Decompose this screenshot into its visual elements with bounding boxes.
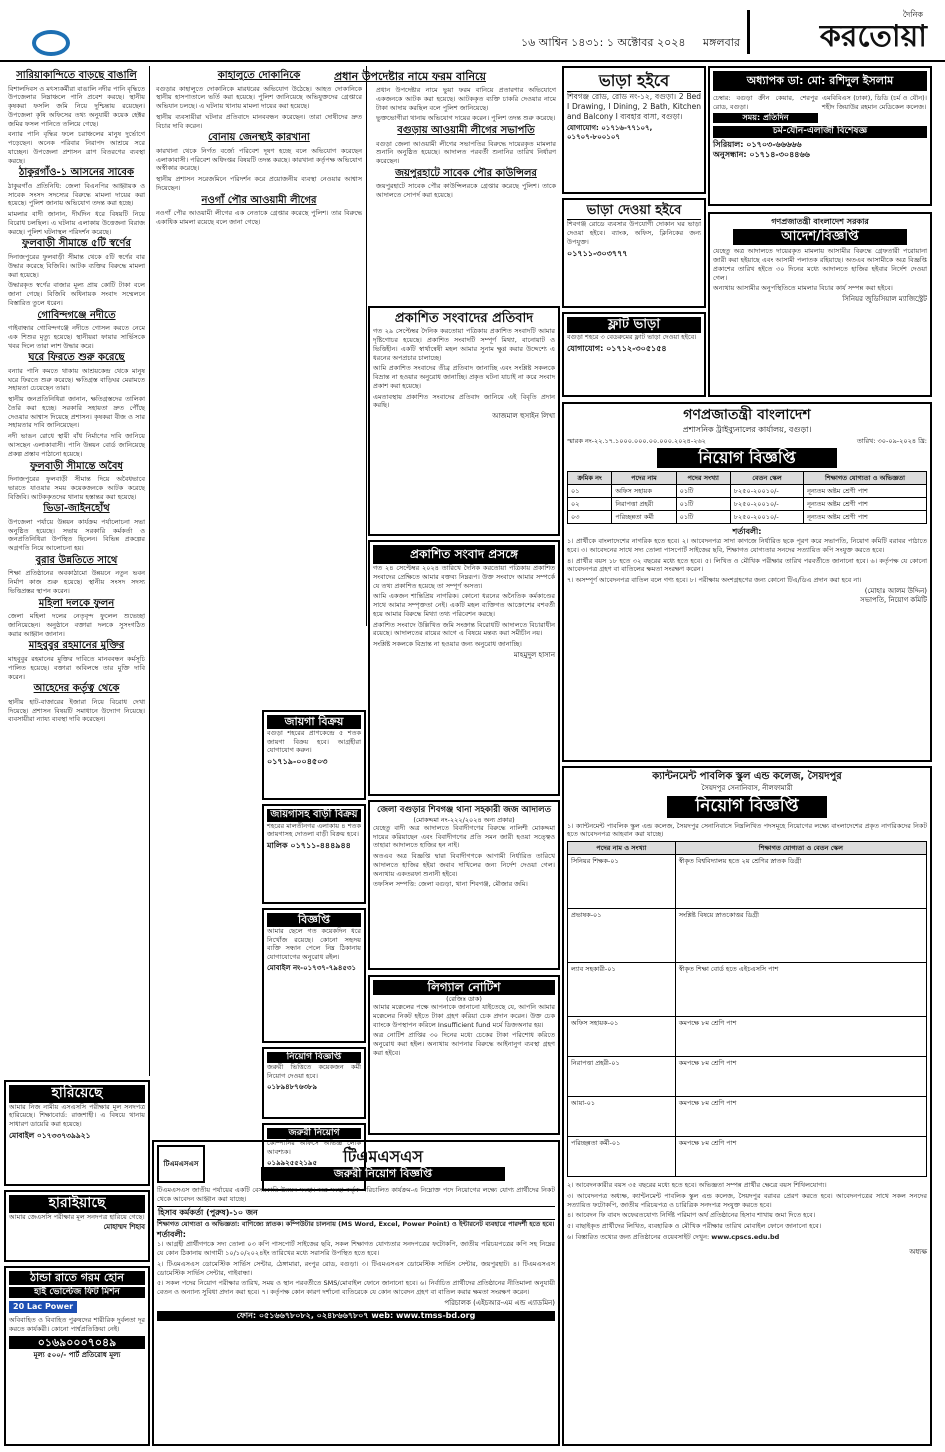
- ad-title: নিয়োগ বিজ্ঞপ্তি: [267, 1052, 361, 1063]
- recruitment-notice: গণপ্রজাতন্ত্রী বাংলাদেশ প্রশাসনিক ট্রাইব্যুনালের কার্যালয়, বগুড়া। স্মারক নং-২২.১৭.১০০০.০০০.০০.০০০.২০২৪-২৬২ তারিখ: ৩০-০৯-২০২৪ খ্রি: নিয়োগ বিজ্ঞপ্তি ক্রমিক নং পদের নাম পদের সংখ্যা বেতন স্কেল শিক্ষাগত যোগ্যতা ও অভিজ্ঞতা ০১ অফিস সহায়ক ০১টি ৮২৫০-২০০১০/- নূন্যতম অষ্টম শ্রেণী পাশ ০২ নিরাপত্তা প্রহরী ০১টি ৮২৫০-২০০১০/- নূন্যতম অষ্টম শ্রেণী পাশ ০৩ পরিচ্ছন্নতা কর্মী ০১টি ৮২৫০-২০০১০/- নূন্যতম অষ্টম শ্রেণী পাশ শর্তাবলী: ১। প্রার্থীকে বাংলাদেশের নাগরিক হতে হবে। ২। আবেদনপত্র সাদা কাগজে নির্ধারিত ছকে পূরণ করে সভাপতি, নিয়োগ কমিটি বরাবর পাঠাতে হবে। ৩। আবেদনের সাথে সদ্য তোলা পাসপোর্ট সাইজের ছবি, শিক্ষাগত যোগ্যতার সনদের সত্যায়িত কপি সংযুক্ত করতে হবে। ৪। প্রার্থীর বয়স ১৮ হতে ৩২ বছরের মধ্যে হতে হবে। ৫। লিখিত ও মৌখিক পরীক্ষার তারিখ পরবর্তীতে জানানো হবে। ৬। কর্তৃপক্ষ যে কোনো আবেদনপত্র গ্রহণ বা বাতিলের ক্ষমতা সংরক্ষণ করেন। ৭। অসম্পূর্ণ আবেদনপত্র বাতিল বলে গণ্য হবে। ৮। পরীক্ষায় অংশগ্রহণের জন্য কোনো টিএ/ডিএ প্রদান করা হবে না। (মোহাঃ আলম উদ্দিন) সভাপতি, নিয়োগ কমিটি: [562, 402, 932, 762]
- office-line: প্রশাসনিক ট্রাইব্যুনালের কার্যালয়, বগুড়া।: [682, 424, 812, 434]
- table-row: নিরাপত্তা প্রহরী-০১ কমপক্ষে ৮ম শ্রেণি পাশ: [568, 1057, 927, 1097]
- weekday: মঙ্গলবার: [703, 36, 740, 49]
- notice-sub: (রেজিঃ ডাক): [446, 995, 482, 1003]
- date-line: ১৬ আশ্বিন ১৪৩১: ১ অক্টোবর ২০২৪: [520, 36, 686, 49]
- school-name: ক্যান্টনমেন্ট পাবলিক স্কুল এন্ড কলেজ, সৈয়দপুর: [652, 771, 842, 782]
- ad-title: ভাড়া হইবে: [567, 71, 701, 92]
- headline: মাহবুবুর রহমানের মুক্তির: [28, 640, 125, 652]
- notice-title: প্রকাশিত সংবাদ প্রসঙ্গে: [373, 545, 555, 564]
- tmss-logo-icon: টিএমএসএস: [157, 1145, 205, 1183]
- notice-signer: (মোহাঃ আলম উদ্দিন): [864, 586, 927, 595]
- article-text: ঠাকুরগাঁও প্রতিনিধি: জেলা বিএনপির আহ্বায়ক ও সাবেক সংসদ সদস্যের বিরুদ্ধে মামলা দায়ের করা হয়েছে। পুলিশ জানায় অভিযোগ তদন্ত করা হচ্ছে।: [8, 181, 145, 208]
- table-row: ০৩ পরিচ্ছন্নতা কর্মী ০১টি ৮২৫০-২০০১০/- নূন্যতম অষ্টম শ্রেণী পাশ: [568, 511, 927, 524]
- notice-signer: মাহমুদুল হাসান: [513, 650, 555, 659]
- headline: বগুড়ায় আওয়ামী লীগের সভাপতি: [397, 125, 535, 137]
- ad-phone: ০১৭১১-৩০৩৭৭৭: [567, 248, 628, 258]
- school-website[interactable]: www.cpscs.edu.bd: [711, 1232, 780, 1241]
- education: শিক্ষাগত যোগ্যতা ও অভিজ্ঞতা: বাণিজ্যে স্নাতক। কম্পিউটার চালনায় (MS Word, Excel, Power Point) ও ইন্টারনেট ব্যবহারে পারদর্শী হতে হবে।: [157, 1219, 555, 1228]
- small-ad: নিয়োগ বিজ্ঞপ্তি জরুরী ভিত্তিতে কয়েকজন কর্মী নিয়োগ দেওয়া হবে। ০১৮৯৪৮৭৬৩৮৯: [262, 1047, 366, 1119]
- ad-brand: হাই ভোল্টেজ ফিট মিশন: [9, 1287, 145, 1298]
- table-header: পদের সংখ্যা: [676, 471, 730, 484]
- headline: ঠাকুরগাঁও-১ আসনের সাবেক: [18, 167, 134, 179]
- notice-title: আদেশ/বিজ্ঞপ্তি: [733, 229, 907, 245]
- lead-story-body: প্রধান উপদেষ্টার নামে ভুয়া ফরম বানিয়ে প্রতারণার অভিযোগে একজনকে আটক করা হয়েছে। আটককৃত ব্যক্তি চাকরি দেওয়ার নামে টাকা আদায় করছিল বলে পুলিশ জানিয়েছে। ভুক্তভোগীরা থানায় অভিযোগ দায়ের করেন। পুলিশ তদন্ত শুরু করেছে। বগুড়ায় আওয়ামী লীগের সভাপতি বগুড়া জেলা আওয়ামী লীগের সভাপতির বিরুদ্ধে দায়েরকৃত মামলার শুনানি অনুষ্ঠিত হয়েছে। আদালত পরবর্তী শুনানির তারিখ নির্ধারণ করেছেন। জয়পুরহাটে সাবেক পৌর কাউন্সিলর জয়পুরহাটে সাবেক পৌর কাউন্সিলরকে গ্রেপ্তার করেছে পুলিশ। তাকে আদালতে সোপর্দ করা হয়েছে।: [376, 86, 556, 200]
- ad-phone: মালিক ০১৭১১-৪৪৪৯৪৪: [267, 841, 351, 851]
- doctor-phone: সিরিয়াল: ০১৭০৩-৬৬৬৬৬: [713, 139, 802, 149]
- court-notice: জেলা বগুড়ার শিবগঞ্জ থানা সহকারী জজ আদালত (মোকদ্দমা নং-২২২/২০২৪ অন্য প্রকার) যেহেতু বাদী অত্র আদালতে বিবাদীগণের বিরুদ্ধে নালিশী মোকদ্দমা দায়ের করিয়াছেন এবং বিবাদীগণের প্রতি সমন জারী হওয়া সত্ত্বেও তাহারা আদালতে হাজির হন নাই। অতএব অত্র বিজ্ঞপ্তি দ্বারা বিবাদীগণকে আগামী নির্ধারিত তারিখে আদালতে হাজির হইয়া জবাব দাখিলের জন্য নির্দেশ দেওয়া গেল। অন্যথায় একতরফা শুনানী হইবে। তফসিল সম্পত্তি: জেলা বগুড়া, থানা শিবগঞ্জ, মৌজার জমি।: [368, 800, 560, 970]
- paper-name: করতোয়া: [819, 19, 927, 54]
- signer-role: সভাপতি, নিয়োগ কমিটি: [860, 595, 927, 604]
- middle-news-column: কাহালুতে দোকানিকে বগুড়ার কাহালুতে দোকানিকে মারধরের অভিযোগ উঠেছে। আহত দোকানিকে স্থানীয় হাসপাতালে ভর্তি করা হয়েছে। পুলিশ জানিয়েছে অভিযুক্তদের গ্রেপ্তারে অভিযান চলছে। এ ঘটনায় থানায় মামলা দায়ের করা হয়েছে। স্থানীয় ব্যবসায়ীরা ঘটনার প্রতিবাদে মানববন্ধন করেছেন। তারা দোষীদের দ্রুত বিচার দাবি করেন। বোনায় জেনস্থ্যই কারখানা কারখানা থেকে নির্গত বর্জ্যে পরিবেশ দূষণ হচ্ছে বলে অভিযোগ করেছেন এলাকাবাসী। পরিবেশ অধিদপ্তর বিষয়টি তদন্ত করছে। কারখানা কর্তৃপক্ষ অভিযোগ অস্বীকার করেছে। স্থানীয় প্রশাসন সরেজমিনে পরিদর্শন করে প্রয়োজনীয় ব্যবস্থা নেওয়ার আশ্বাস দিয়েছেন। নওগাঁ পৌর আওয়ামী লীগের নওগাঁ পৌর আওয়ামী লীগের এক নেতাকে গ্রেপ্তার করেছে পুলিশ। তার বিরুদ্ধে একাধিক মামলা রয়েছে বলে জানা গেছে।: [152, 66, 367, 626]
- ad-title: ফ্লাট ভাড়া: [567, 317, 701, 333]
- notice-signer: অধ্যক্ষ: [909, 1247, 927, 1256]
- ad-title: ঠান্ডা রাতে গরম হোন: [9, 1271, 145, 1285]
- protest-notice: প্রকাশিত সংবাদের প্রতিবাদ গত ২৯ সেপ্টেম্বর দৈনিক করতোয়া পত্রিকায় প্রকাশিত সংবাদটি আমার দৃষ্টিগোচর হয়েছে। প্রকাশিত সংবাদটি সম্পূর্ণ মিথ্যা, বানোয়াট ও ভিত্তিহীন। একটি স্বার্থান্বেষী মহল আমার সুনাম ক্ষুণ্ণ করার উদ্দেশ্যে এ ধরনের অপপ্রচার চালাচ্ছে। আমি প্রকাশিত সংবাদের তীব্র প্রতিবাদ জানাচ্ছি এবং সংশ্লিষ্ট সকলকে বিভ্রান্ত না হওয়ার অনুরোধ জানাচ্ছি। প্রকৃত ঘটনা যাচাই না করে সংবাদ প্রকাশ করা হয়েছে। এমতাবস্থায় প্রকাশিত সংবাদের প্রতিবাদ জানিয়ে এই বিবৃতি প্রদান করছি। আজমাল হুসাইন লিখা: [368, 306, 560, 536]
- lost-ad: হারাইয়াছে আমার জেএসসি পরীক্ষার মূল সনদপত্র হারিয়ে গেছে। মোহাম্মদ শিহাব: [4, 1190, 150, 1262]
- ad-text: শিবগঞ্জ রোড, রোড নং-১২, বগুড়া। 2 Bed I Drawing, I Dining, 2 Bath, Kitchen and Balcony I ব্যবহার বাসা, বগুড়া।: [567, 92, 701, 122]
- school-address: সৈয়দপুর সেনানিবাস, নীলফামারী: [701, 783, 793, 792]
- ad-phone: যোগাযোগ: ০১৭১৬-৭৭১০৭, ০১৭০৭-৮০০১০৭: [567, 124, 653, 142]
- flat-rent-ad: ফ্লাট ভাড়া বগুড়া শহরে ৩ বেডরুমের ফ্লাট ভাড়া দেওয়া হইবে। যোগাযোগ: ০১৭১২-৩০৫১৫৪: [562, 312, 706, 397]
- table-header: ক্রমিক নং: [568, 471, 612, 484]
- notice-signer: পরিচালক (এইচআর-এম এন্ড এ্যাডমিন): [444, 1298, 555, 1307]
- table-row: অফিস সহায়ক-০১ কমপক্ষে ৮ম শ্রেণি পাশ: [568, 1017, 927, 1057]
- headline: ঘরে ফিরতে শুরু করেছে: [28, 352, 125, 364]
- ad-phone: ০১৯৯২৫৫২১৯৫: [267, 1158, 317, 1167]
- table-header: শিক্ষাগত যোগ্যতা ও বেতন স্কেল: [675, 842, 926, 855]
- conditions-title: শর্তাবলী:: [157, 1230, 186, 1240]
- health-product-ad: ঠান্ডা রাতে গরম হোন হাই ভোল্টেজ ফিট মিশন 20 Lac Power অবিবাহিত ও বিবাহিত পুরুষদের শারীরিক দুর্বলতা দূর করতে কার্যকরী। কোনো পার্শ্বপ্রতিক্রিয়া নেই। ০১৬৯০০০৭০৪৯ মূল্য ৫০০/- পার্ট প্রতিরোধ মূল্য: [4, 1266, 150, 1446]
- position: হিসাব কর্মকর্তা (পুরুষ)-১০ জন: [157, 1206, 555, 1220]
- vacancy-table: [567, 841, 927, 1177]
- headline: ভিডা-জাইনহোঁথ: [43, 503, 110, 515]
- small-ads-column: [262, 710, 366, 1167]
- ad-phone: মোবাইল ০১৭৩৩৭৩৯৯২১: [9, 1130, 91, 1140]
- headline: মহিলা দলকে ফুলন: [38, 597, 115, 609]
- cantonment-recruitment: ক্যান্টনমেন্ট পাবলিক স্কুল এন্ড কলেজ, সৈয়দপুর সৈয়দপুর সেনানিবাস, নীলফামারী নিয়োগ বিজ্ঞপ্তি ১। ক্যান্টনমেন্ট পাবলিক স্কুল এন্ড কলেজ, সৈয়দপুর সেনানিবাসে নিম্নলিখিত পদসমূহে নিয়োগের লক্ষ্যে বাংলাদেশের প্রকৃত নাগরিকদের নিকট হতে আবেদনপত্র আহবান করা যাচ্ছে। পদের নাম ও সংখ্যা শিক্ষাগত যোগ্যতা ও বেতন স্কেল সিনিয়র শিক্ষক-০১ স্বীকৃত বিশ্ববিদ্যালয় হতে ২য় শ্রেণির স্নাতক ডিগ্রী প্রভাষক-০১ সংশ্লিষ্ট বিষয়ে স্নাতকোত্তর ডিগ্রী ল্যাব সহকারী-০১ স্বীকৃত শিক্ষা বোর্ড হতে এইচএসসি পাশ অফিস সহায়ক-০১ কমপক্ষে ৮ম শ্রেণি পাশ নিরাপত্তা প্রহরী-০১ কমপক্ষে ৮ম শ্রেণি পাশ আয়া-০১ কমপক্ষে ৮ম শ্রেণি পাশ পরিচ্ছন্নতা কর্মী-০১ কমপক্ষে ৮ম শ্রেণি পাশ ২। আবেদনকারীর বয়স ৩৫ বছরের মধ্যে হতে হবে। অভিজ্ঞতা সম্পন্ন প্রার্থীর ক্ষেত্রে বয়স শিথিলযোগ্য। ৩। আবেদনপত্র অধ্যক্ষ, ক্যান্টনমেন্ট পাবলিক স্কুল এন্ড কলেজ, সৈয়দপুর বরাবর প্রেরণ করতে হবে। আবেদনপত্রের সাথে সকল সনদের সত্যায়িত ফটোকপি, জাতীয় পরিচয়পত্র ও চারিত্রিক সনদপত্র সংযুক্ত করতে হবে। ৪। আবেদন ফি বাবদ অফেরতযোগ্য নির্দিষ্ট পরিমাণ অর্থ প্রতিষ্ঠানের হিসাব শাখায় জমা দিতে হবে। ৫। বাছাইকৃত প্রার্থীদের লিখিত, ব্যবহারিক ও মৌখিক পরীক্ষার তারিখ মোবাইল ফোনে জানানো হবে। ৬। বিস্তারিত তথ্যের জন্য প্রতিষ্ঠানের ওয়েবসাইট দেখুন: www.cpscs.edu.bd অধ্যক্ষ: [562, 766, 932, 1446]
- headline: আহেদের কর্তৃত্ব থেকে: [33, 683, 120, 695]
- news-context-notice: প্রকাশিত সংবাদ প্রসঙ্গে গত ২৪ সেপ্টেম্বর ২০২৪ তারিখে দৈনিক করতোয়া পত্রিকায় প্রকাশিত সংবাদের প্রেক্ষিতে আমার বক্তব্য নিম্নরূপ। উক্ত সংবাদে আমার সম্পর্কে যে তথ্য প্রকাশিত হয়েছে তা সম্পূর্ণ অসত্য। আমি একজন শান্তিপ্রিয় নাগরিক। কোনো ধরনের অনৈতিক কর্মকাণ্ডের সাথে আমার সম্পৃক্ততা নেই। একটি মহল ব্যক্তিগত আক্রোশের বশবর্তী হয়ে আমার বিরুদ্ধে মিথ্যা তথ্য পরিবেশন করছে। প্রকাশিত সংবাদে উল্লিখিত জমি সংক্রান্ত বিরোধটি আদালতে বিচারাধীন রয়েছে। আদালতের রায়ের আগে এ বিষয়ে মন্তব্য করা সমীচীন নয়। সংশ্লিষ্ট সকলকে বিভ্রান্ত না হওয়ার জন্য অনুরোধ জানাচ্ছি। মাহমুদুল হাসান: [368, 540, 560, 796]
- article-text: বন্যার পানি কমতে থাকায় আশ্রয়কেন্দ্র থেকে মানুষ ঘরে ফিরতে শুরু করেছে। ক্ষতিগ্রস্ত বাড়িঘর মেরামতে সহায়তা চেয়েছেন তারা।: [8, 366, 145, 393]
- table-header: শিক্ষাগত যোগ্যতা ও অভিজ্ঞতা: [804, 471, 927, 484]
- notice-title: নিয়োগ বিজ্ঞপ্তি: [667, 796, 827, 817]
- table-row: আয়া-০১ কমপক্ষে ৮ম শ্রেণি পাশ: [568, 1097, 927, 1137]
- headline: নওগাঁ পৌর আওয়ামী লীগের: [201, 194, 317, 206]
- gov-line: গণপ্রজাতন্ত্রী বাংলাদেশ সরকার: [771, 217, 869, 226]
- ad-phone: মোবাইল নং-০১৭৩৭-৭৯৪৫৩১: [267, 963, 356, 972]
- lost-ad: হারিয়েছে আমার নিজ নামীয় এসএসসি পরীক্ষার মূল সনদপত্র হারিয়েছে। শিক্ষাবোর্ড: রাজশাহী। এ বিষয়ে থানায় সাধারণ ডায়েরি করা হয়েছে। মোবাইল ০১৭৩৩৭৩৯৯২১: [4, 1080, 150, 1186]
- headline: প্রধান উপদেষ্টার নামে ফরম বানিয়ে: [334, 70, 486, 83]
- headline: ফুলবাড়ী সীমান্তে ৫টি স্বর্ণের: [22, 238, 131, 250]
- headline: কাহালুতে দোকানিকে: [217, 70, 301, 81]
- ad-phone: যোগাযোগ: ০১৭১২-৩০৫১৫৪: [567, 344, 667, 354]
- article-text: বিশালদিবস ও মৎস্যকর্মীরা বাঙালি নদীর পানি বৃদ্ধিতে উপজেলার নিম্নাঞ্চলে পানি প্রবেশ করছে। স্থানীয় কৃষকরা ফসলি জমি নিয়ে দুশ্চিন্তায় রয়েছেন। উপজেলা কৃষি অফিসের তথ্য অনুযায়ী কয়েক হেক্টর জমির ফসল পানিতে তলিয়ে গেছে।: [8, 84, 145, 128]
- headline: বুরার উন্নতিতে সাথে: [35, 554, 118, 566]
- article-text: দিনাজপুরের ফুলবাড়ী সীমান্ত থেকে ৫টি স্বর্ণের বার উদ্ধার করেছে বিজিবি। আটক ব্যক্তির বিরুদ্ধে মামলা করা হয়েছে।: [8, 252, 145, 279]
- notice-title: নিয়োগ বিজ্ঞপ্তি: [657, 448, 837, 468]
- ad-title: জায়গাসহ বাড়ী বিক্রয়: [267, 809, 361, 822]
- small-ad: জায়গাসহ বাড়ী বিক্রয় শহরের মালতীনগর এলাকায় ৪ শতক জায়গাসহ দোতলা বাড়ী বিক্রয় হবে। মালিক ০১৭১১-৪৪৪৯৪৪: [262, 804, 366, 904]
- headline: সারিয়াকান্দিতে বাড়ছে বাঙালি: [16, 70, 137, 81]
- legal-notice: লিগ্যাল নোটিশ (রেজিঃ ডাক) আমার মক্কেলের পক্ষে আপনাকে জানানো যাইতেছে যে, আপনি আমার মক্কেলের নিকট হইতে টাকা গ্রহণ করিয়া চেক প্রদান করেন। উক্ত চেক ব্যাংকে উপস্থাপন করিলে Insufficient fund মর্মে ডিজঅনার হয়। অত্র নোটিশ প্রাপ্তির ৩০ দিনের মধ্যে চেকের টাকা পরিশোধ করিতে অনুরোধ করা হইল। অন্যথায় আপনার বিরুদ্ধে আইনানুগ ব্যবস্থা গ্রহণ করা হইবে।: [368, 975, 560, 1135]
- doctor-specialty: চর্ম-যৌন-এলার্জী বিশেষজ্ঞ: [713, 126, 927, 137]
- doctor-phone: অনুসন্ধান: ০১৭১৪-৩০৪৪৬৬: [713, 149, 810, 159]
- small-ad: বিজ্ঞপ্তি আমার ছেলে গত কয়েকদিন ধরে নিখোঁজ রয়েছে। কোনো সহৃদয় ব্যক্তি সন্ধান পেলে নিম্ন ঠিকানায় যোগাযোগের অনুরোধ রইল। মোবাইল নং-০১৭৩৭-৭৯৪৫৩১: [262, 908, 366, 1043]
- table-row: সিনিয়র শিক্ষক-০১ স্বীকৃত বিশ্ববিদ্যালয় হতে ২য় শ্রেণির স্নাতক ডিগ্রী: [568, 855, 927, 909]
- vacancy-table: [567, 471, 927, 525]
- table-row: পরিচ্ছন্নতা কর্মী-০১ কমপক্ষে ৮ম শ্রেণি পাশ: [568, 1137, 927, 1177]
- small-ad: জরুরী নিয়োগ কোম্পানির অফিসে অভিজ্ঞ লোক আবশ্যক। ০১৯৯২৫৫২১৯৫: [262, 1123, 366, 1191]
- doctor-ad: অধ্যাপক ডা: মো: রশিদুল ইসলাম চেম্বার: বগুড়া ক্রীন কেয়ার, শেরপুর রোড, বগুড়া। সময়: প্রতিদিন এমবিবিএস (ঢাকা), ডিডি (চর্ম ও যৌন)। শহীদ জিয়াউর রহমান মেডিকেল কলেজ। চর্ম-যৌন-এলার্জী বিশেষজ্ঞ সিরিয়াল: ০১৭০৩-৬৬৬৬৬ অনুসন্ধান: ০১৭১৪-৩০৪৪৬৬: [708, 66, 932, 206]
- headline: ফুলবাড়ী সীমান্তে অবৈধ: [29, 460, 124, 472]
- ad-phone: ০১৬৯০০০৭০৪৯: [9, 1336, 145, 1350]
- logo-icon: [32, 30, 70, 56]
- ad-title: জায়গা বিক্রয়: [267, 715, 361, 729]
- notice-signer: আজমাল হুসাইন লিখা: [492, 412, 555, 421]
- tmss-recruitment: টিএমএসএস টিএমএসএস জরুরী নিয়োগ বিজ্ঞপ্তি টিএমএসএস জাতীয় পর্যায়ের একটি বেসরকারি উন্নয়ন সংস্থা। অত্র সংস্থা কর্তৃক পরিচালিত কার্যক্রম-এ নিম্নোক্ত পদে নিয়োগের লক্ষ্যে যোগ্য প্রার্থীদের নিকট থেকে আবেদন আহ্বান করা যাচ্ছে। হিসাব কর্মকর্তা (পুরুষ)-১০ জন শিক্ষাগত যোগ্যতা ও অভিজ্ঞতা: বাণিজ্যে স্নাতক। কম্পিউটার চালনায় (MS Word, Excel, Power Point) ও ইন্টারনেট ব্যবহারে পারদর্শী হতে হবে। শর্তাবলী: ১। আগ্রহী প্রার্থীগণকে সদ্য তোলা ০৩ কপি পাসপোর্ট সাইজের ছবি, সকল শিক্ষাগত যোগ্যতার সনদপত্রের ফটোকপি, জাতীয় পরিচয়পত্রের কপি সহ নিম্নের যে কোন ঠিকানায় আগামী ১০/১০/২০২৪ইং তারিখের মধ্যে সরাসরি উপস্থিত হতে হবে। ২। টিএমএসএস ডোমেস্টিক সার্ভিস সেন্টার, ঠেঙ্গামারা, রংপুর রোড, বগুড়া। ৩। টিএমএসএস ডোমেস্টিক সার্ভিস সেন্টার, জয়পুরহাট। ৪। টিএমএসএস ডোমেস্টিক সার্ভিস সেন্টার, গাইবান্ধা। ৫। সকল পদের নিয়োগ পরীক্ষার তারিখ, সময় ও স্থান পরবর্তীতে SMS/মোবাইল ফোনে জানানো হবে। ৬। নির্বাচিত প্রার্থীদের প্রতিষ্ঠানের নীতিমালা অনুযায়ী বেতন ও অন্যান্য সুবিধা প্রদান করা হবে। ৭। কর্তৃপক্ষ কোন কারণ দর্শানো ব্যতিরেকে যে কোন আবেদন গ্রহণ বা বাতিল করার ক্ষমতা সংরক্ষণ করেন। পরিচালক (এইচআর-এম এন্ড এ্যাডমিন) ফোন: ০৫১৬৬৭৮০৮২, ০২৪৮৬৬৭৮০৭ web: www.tmss-bd.org: [152, 1140, 560, 1446]
- ad-phone: মোহাম্মদ শিহাব: [103, 1223, 145, 1232]
- masthead: [0, 0, 945, 62]
- left-news-column: সারিয়াকান্দিতে বাড়ছে বাঙালি বিশালদিবস ও মৎস্যকর্মীরা বাঙালি নদীর পানি বৃদ্ধিতে উপজেলার নিম্নাঞ্চলে পানি প্রবেশ করছে। স্থানীয় কৃষকরা ফসলি জমি নিয়ে দুশ্চিন্তায় রয়েছেন। উপজেলা কৃষি অফিসের তথ্য অনুযায়ী কয়েক হেক্টর জমির ফসল পানিতে তলিয়ে গেছে। বন্যার পানি বৃদ্ধির ফলে চরাঞ্চলের মানুষ দুর্ভোগে পড়েছেন। অনেক পরিবার নিরাপদ আশ্রয়ে সরে যাচ্ছেন। উপজেলা প্রশাসন ত্রাণ বিতরণের ব্যবস্থা করছে। ঠাকুরগাঁও-১ আসনের সাবেক ঠাকুরগাঁও প্রতিনিধি: জেলা বিএনপির আহ্বায়ক ও সাবেক সংসদ সদস্যের বিরুদ্ধে মামলা দায়ের করা হয়েছে। পুলিশ জানায় অভিযোগ তদন্ত করা হচ্ছে। মামলার বাদী জানান, দীর্ঘদিন ধরে বিষয়টি নিয়ে বিরোধ চলছিল। এ ঘটনায় এলাকায় উত্তেজনা বিরাজ করছে। পুলিশ ঘটনাস্থল পরিদর্শন করেছে। ফুলবাড়ী সীমান্তে ৫টি স্বর্ণের দিনাজপুরের ফুলবাড়ী সীমান্ত থেকে ৫টি স্বর্ণের বার উদ্ধার করেছে বিজিবি। আটক ব্যক্তির বিরুদ্ধে মামলা করা হয়েছে। উদ্ধারকৃত স্বর্ণের বাজার মূল্য প্রায় কোটি টাকা বলে জানা গেছে। বিজিবি অধিনায়ক সংবাদ সম্মেলনে বিস্তারিত তুলে ধরেন। গোবিন্দগঞ্জে নদীতে গাইবান্ধার গোবিন্দগঞ্জে নদীতে গোসল করতে নেমে এক শিশুর মৃত্যু হয়েছে। স্থানীয়রা ফায়ার সার্ভিসকে খবর দিলে তারা লাশ উদ্ধার করে। ঘরে ফিরতে শুরু করেছে বন্যার পানি কমতে থাকায় আশ্রয়কেন্দ্র থেকে মানুষ ঘরে ফিরতে শুরু করেছে। ক্ষতিগ্রস্ত বাড়িঘর মেরামতে সহায়তা চেয়েছেন তারা। স্থানীয় জনপ্রতিনিধিরা জানান, ক্ষতিগ্রস্তদের তালিকা তৈরি করা হচ্ছে। সরকারি সহায়তা দ্রুত পৌঁছে দেওয়ার আশ্বাস দিয়েছে প্রশাসন। কৃষকরা বীজ ও সার সহায়তার দাবি জানিয়েছেন। নদী ভাঙন রোধে স্থায়ী বাঁধ নির্মাণের দাবি জানিয়ে আসছেন এলাকাবাসী। পানি উন্নয়ন বোর্ড জানিয়েছে প্রকল্প প্রস্তাব পাঠানো হয়েছে। ফুলবাড়ী সীমান্তে অবৈধ দিনাজপুরের ফুলবাড়ী সীমান্ত দিয়ে অবৈধভাবে ভারতে যাওয়ার সময় কয়েকজনকে আটক করেছে বিজিবি। আটককৃতদের থানায় হস্তান্তর করা হয়েছে। ভিডা-জাইনহোঁথ উপজেলা পর্যায়ে উন্নয়ন কার্যক্রম পর্যালোচনা সভা অনুষ্ঠিত হয়েছে। সভায় সরকারি কর্মকর্তা ও জনপ্রতিনিধিরা উপস্থিত ছিলেন। বিভিন্ন প্রকল্পের অগ্রগতি নিয়ে আলোচনা হয়। বুরার উন্নতিতে সাথে শিক্ষা প্রতিষ্ঠানের অবকাঠামো উন্নয়নে নতুন ভবন নির্মাণ কাজ শুরু হয়েছে। স্থানীয় সংসদ সদস্য ভিত্তিপ্রস্তর স্থাপন করেন। মহিলা দলকে ফুলন জেলা মহিলা দলের নেতৃবৃন্দ ফুলেল শুভেচ্ছা জানিয়েছেন। অনুষ্ঠানে বক্তারা দলকে সুসংগঠিত করার আহ্বান জানান। মাহবুবুর রহমানের মুক্তির মাহবুবুর রহমানের মুক্তির দাবিতে মানববন্ধন কর্মসূচি পালিত হয়েছে। বক্তারা অবিলম্বে তার মুক্তি দাবি করেন। আহেদের কর্তৃত্ব থেকে স্থানীয় হাট-বাজারের ইজারা নিয়ে বিরোধ দেখা দিয়েছে। প্রশাসন বিষয়টি সমাধানে উদ্যোগ নিয়েছে। ব্যবসায়ীরা ন্যায্য ব্যবস্থা দাবি করেছেন।: [4, 66, 150, 1076]
- govt-order-notice: গণপ্রজাতন্ত্রী বাংলাদেশ সরকার আদেশ/বিজ্ঞপ্তি যেহেতু অত্র আদালতে দায়েরকৃত মামলায় আসামীর বিরুদ্ধে গ্রেফতারী পরোয়ানা জারী করা হইয়াছে এবং আসামী পলাতক রহিয়াছে। অতএব আসামীকে অত্র বিজ্ঞপ্তি প্রকাশের তারিখ হইতে ৩০ দিনের মধ্যে আদালতে হাজির হইবার নির্দেশ দেওয়া গেল। অন্যথায় আসামীর অনুপস্থিতিতে মামলার বিচার কার্য সম্পন্ন করা হইবে। সিনিয়র জুডিসিয়াল ম্যাজিস্ট্রেট: [708, 212, 932, 397]
- ad-badge: 20 Lac Power: [9, 1301, 77, 1313]
- ad-title: ভাড়া দেওয়া হইবে: [567, 203, 701, 220]
- notice-date: তারিখ: ৩০-০৯-২০২৪ খ্রি:: [856, 436, 927, 445]
- shop-rent-ad: ভাড়া দেওয়া হইবে শিবগঞ্জ রোডে ব্যবসার উপযোগী দোকান ঘর ভাড়া দেওয়া হইবে। ব্যাংক, অফিস, ক্লিনিকের জন্য উপযুক্ত। ০১৭১১-৩০৩৭৭৭: [562, 198, 706, 308]
- table-row: প্রভাষক-০১ সংশ্লিষ্ট বিষয়ে স্নাতকোত্তর ডিগ্রী: [568, 909, 927, 963]
- conditions-title: শর্তাবলী:: [732, 527, 762, 537]
- gov-line: গণপ্রজাতন্ত্রী বাংলাদেশ: [683, 407, 811, 423]
- notice-title: প্রকাশিত সংবাদের প্রতিবাদ: [394, 311, 534, 326]
- paper-logo: [747, 10, 927, 54]
- ad-title: বিজ্ঞপ্তি: [267, 913, 361, 927]
- doctor-name: অধ্যাপক ডা: মো: রশিদুল ইসলাম: [713, 71, 927, 91]
- small-ad: জায়গা বিক্রয় বগুড়া শহরের প্রাণকেন্দ্রে ৫ শতক জায়গা বিক্রয় হবে। আগ্রহীরা যোগাযোগ করুন। ০১৭১৯-০০৪৫০৩: [262, 710, 366, 800]
- table-header: পদের নাম ও সংখ্যা: [568, 842, 676, 855]
- table-row: ০১ অফিস সহায়ক ০১টি ৮২৫০-২০০১০/- নূন্যতম অষ্টম শ্রেণী পাশ: [568, 484, 927, 497]
- doctor-schedule: সময়: প্রতিদিন: [713, 113, 818, 123]
- table-row: ল্যাব সহকারী-০১ স্বীকৃত শিক্ষা বোর্ড হতে এইচএসসি পাশ: [568, 963, 927, 1017]
- ad-price: মূল্য ৫০০/- পার্ট প্রতিরোধ মূল্য: [33, 1351, 121, 1360]
- table-header: পদের নাম: [612, 471, 676, 484]
- ad-phone: ০১৮৯৪৮৭৬৩৮৯: [267, 1082, 318, 1091]
- court-title: জেলা বগুড়ার শিবগঞ্জ থানা সহকারী জজ আদালত: [377, 805, 551, 815]
- court-case-no: (মোকদ্দমা নং-২২২/২০২৪ অন্য প্রকার): [413, 815, 515, 824]
- notice-title: লিগ্যাল নোটিশ: [373, 980, 555, 995]
- ad-title: হারাইয়াছে: [9, 1195, 145, 1213]
- headline: গোবিন্দগঞ্জে নদীতে: [37, 309, 116, 321]
- tmss-footer: ফোন: ০৫১৬৬৭৮০৮২, ০২৪৮৬৬৭৮০৭ web: www.tmss-bd.org: [157, 1311, 555, 1321]
- ad-phone: ০১৭১৯-০০৪৫০৩: [267, 757, 328, 767]
- ref-no: স্মারক নং-২২.১৭.১০০০.০০০.০০.০০০.২০২৪-২৬২: [567, 436, 706, 445]
- notice-title: জরুরী নিয়োগ বিজ্ঞপ্তি: [261, 1167, 505, 1181]
- ad-title: হারিয়েছে: [9, 1085, 145, 1103]
- notice-signer: সিনিয়র জুডিসিয়াল ম্যাজিস্ট্রেট: [842, 295, 927, 304]
- rent-ad: [562, 66, 706, 194]
- ad-title: জরুরী নিয়োগ: [267, 1128, 361, 1139]
- headline: বোনায় জেনস্থ্যই কারখানা: [208, 132, 310, 144]
- table-header: বেতন স্কেল: [730, 471, 803, 484]
- org-name: টিএমএসএস: [343, 1147, 423, 1167]
- headline: জয়পুরহাটে সাবেক পৌর কাউন্সিলর: [395, 167, 537, 179]
- paper-small: দৈনিক: [902, 10, 923, 19]
- table-row: ০২ নিরাপত্তা প্রহরী ০১টি ৮২৫০-২০০১০/- নূন্যতম অষ্টম শ্রেণী পাশ: [568, 497, 927, 510]
- masthead-date: [521, 36, 740, 50]
